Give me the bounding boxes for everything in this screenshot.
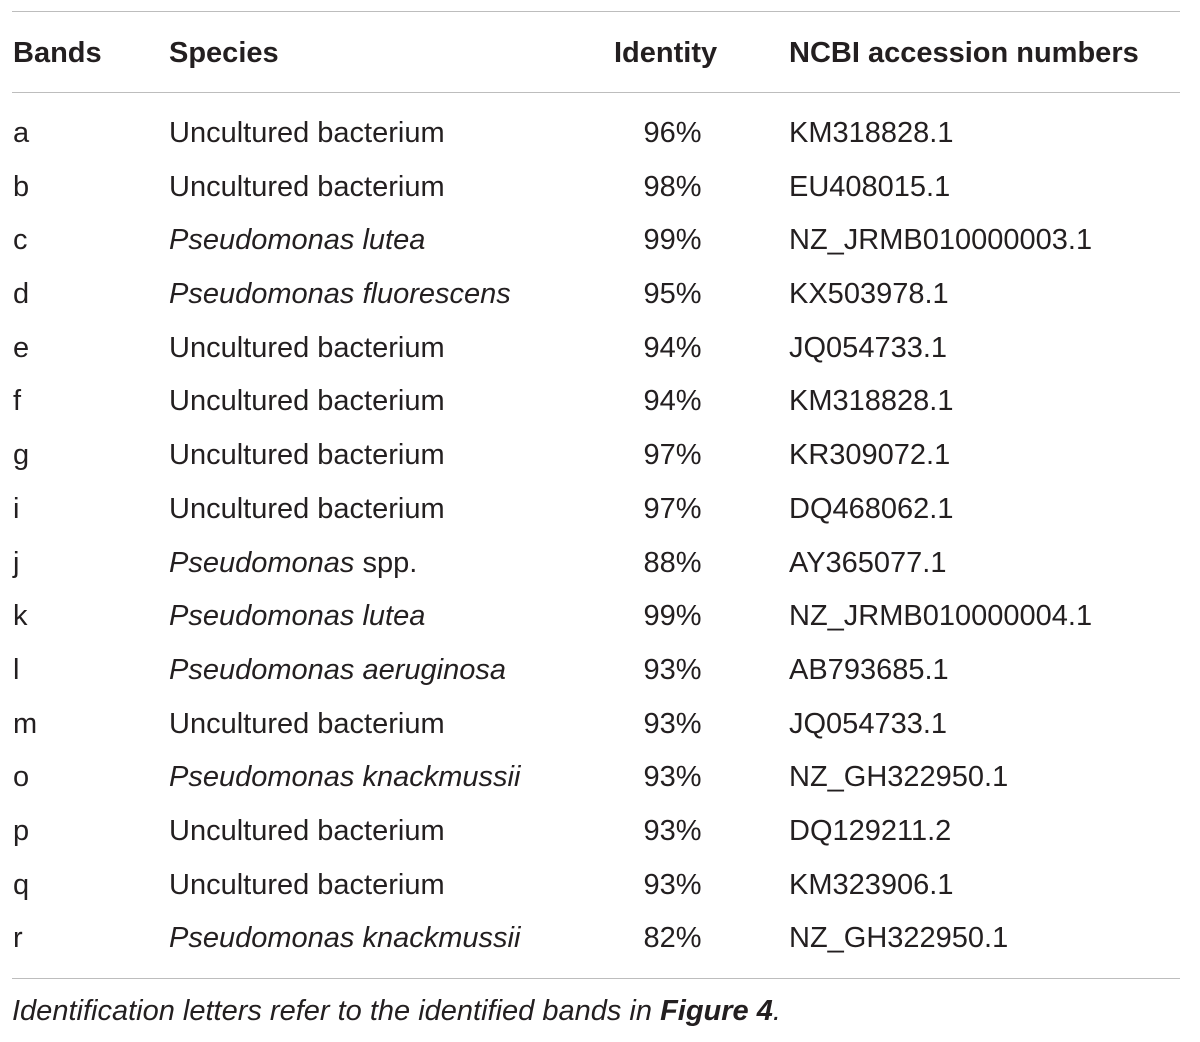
- identity-cell: 93%: [643, 761, 702, 794]
- accession-cell: KR309072.1: [789, 439, 951, 472]
- accession-cell: NZ_GH322950.1: [789, 761, 1009, 794]
- band-cell: c: [13, 224, 28, 257]
- band-cell: a: [13, 117, 30, 149]
- species-cell: [169, 752, 520, 802]
- table-row: [0, 538, 1200, 592]
- species-plain-name: Uncultured bacterium: [169, 868, 445, 901]
- band-cell: l: [13, 653, 20, 686]
- accession-cell: KM323906.1: [789, 868, 954, 901]
- species-plain-name: Uncultured bacterium: [169, 707, 445, 740]
- species-cell: [169, 108, 445, 158]
- species-cell: [169, 484, 445, 534]
- table-row: [0, 699, 1200, 753]
- table-footnote: [12, 988, 781, 1034]
- species-italic-name: Pseudomonas: [169, 546, 355, 579]
- species-italic-name: Pseudomonas lutea: [169, 224, 426, 257]
- table-header-rule: [12, 92, 1180, 93]
- band-cell: b: [13, 170, 30, 203]
- species-plain-name: spp.: [354, 546, 418, 579]
- species-cell: [169, 430, 445, 480]
- band-cell: i: [13, 492, 20, 525]
- species-cell: [169, 645, 506, 695]
- species-plain-name: Uncultured bacterium: [169, 814, 445, 847]
- accession-cell: AY365077.1: [789, 546, 947, 579]
- accession-cell: EU408015.1: [789, 170, 951, 203]
- species-cell: [169, 215, 425, 265]
- band-cell: r: [13, 922, 23, 955]
- species-italic-name: Pseudomonas fluorescens: [169, 278, 511, 311]
- species-cell: [169, 162, 445, 212]
- band-cell: p: [13, 814, 30, 847]
- table-row: [0, 162, 1200, 216]
- header-identity: Identity: [614, 37, 718, 69]
- table-bottom-rule: [12, 978, 1180, 979]
- band-cell: k: [13, 600, 28, 633]
- header-ncbi-accession: NCBI accession numbers: [789, 37, 1139, 69]
- species-cell: [169, 376, 445, 426]
- table-row: [0, 215, 1200, 269]
- accession-cell: JQ054733.1: [789, 707, 948, 740]
- species-cell: [169, 860, 445, 910]
- band-cell: j: [13, 546, 20, 579]
- identity-cell: 94%: [643, 385, 702, 418]
- table-row: [0, 269, 1200, 323]
- species-cell: [169, 591, 425, 641]
- species-plain-name: Uncultured bacterium: [169, 385, 445, 418]
- identity-cell: 97%: [643, 439, 702, 472]
- identity-cell: 93%: [643, 868, 702, 901]
- identity-cell: 93%: [643, 814, 702, 847]
- identity-cell: 82%: [643, 922, 702, 955]
- band-cell: o: [13, 761, 30, 794]
- identity-cell: 88%: [643, 546, 702, 579]
- species-plain-name: Uncultured bacterium: [169, 492, 445, 525]
- identity-cell: 99%: [643, 600, 702, 633]
- band-cell: g: [13, 439, 30, 472]
- identity-cell: 99%: [643, 224, 702, 257]
- species-plain-name: Uncultured bacterium: [169, 117, 445, 149]
- species-cell: [169, 806, 445, 856]
- species-italic-name: Pseudomonas knackmussii: [169, 922, 521, 955]
- species-plain-name: Uncultured bacterium: [169, 439, 445, 472]
- table-row: [0, 752, 1200, 806]
- identity-cell: 93%: [643, 653, 702, 686]
- species-plain-name: Uncultured bacterium: [169, 170, 445, 203]
- table-top-rule: [12, 11, 1180, 12]
- header-bands: Bands: [13, 37, 102, 69]
- accession-cell: DQ468062.1: [789, 492, 954, 525]
- species-cell: [169, 269, 511, 319]
- table-body: [0, 108, 1200, 967]
- identity-cell: 94%: [643, 331, 702, 364]
- species-cell: [169, 538, 417, 588]
- identity-cell: 95%: [643, 278, 702, 311]
- species-cell: [169, 699, 445, 749]
- species-italic-name: Pseudomonas lutea: [169, 600, 426, 633]
- band-cell: q: [13, 868, 30, 901]
- table-row: [0, 484, 1200, 538]
- band-cell: f: [13, 385, 22, 418]
- accession-cell: NZ_JRMB010000003.1: [789, 224, 1093, 257]
- table-row: [0, 108, 1200, 162]
- species-cell: [169, 913, 520, 963]
- band-cell: d: [13, 278, 30, 311]
- accession-cell: NZ_JRMB010000004.1: [789, 600, 1093, 633]
- identity-cell: 97%: [643, 492, 702, 525]
- species-cell: [169, 323, 445, 373]
- table-row: [0, 645, 1200, 699]
- species-italic-name: Pseudomonas knackmussii: [169, 761, 521, 794]
- accession-cell: JQ054733.1: [789, 331, 948, 364]
- table-row: [0, 376, 1200, 430]
- header-species: Species: [169, 37, 279, 69]
- table-row: [0, 860, 1200, 914]
- accession-cell: KM318828.1: [789, 117, 954, 149]
- identity-cell: 98%: [643, 170, 702, 203]
- identity-cell: 93%: [643, 707, 702, 740]
- accession-cell: DQ129211.2: [789, 814, 952, 847]
- footnote-end: .: [772, 995, 781, 1027]
- accession-cell: KX503978.1: [789, 278, 949, 311]
- accession-cell: AB793685.1: [789, 653, 949, 686]
- table-row: [0, 913, 1200, 967]
- accession-cell: NZ_GH322950.1: [789, 922, 1009, 955]
- footnote-text: Identification letters refer to the identified bands in: [12, 995, 661, 1027]
- identity-cell: 96%: [643, 117, 702, 149]
- table-row: [0, 806, 1200, 860]
- table-header-row: [0, 30, 1200, 76]
- band-cell: e: [13, 331, 30, 364]
- accession-cell: KM318828.1: [789, 385, 954, 418]
- band-cell: m: [13, 707, 38, 740]
- table-row: [0, 323, 1200, 377]
- table-row: [0, 591, 1200, 645]
- table-row: [0, 430, 1200, 484]
- species-plain-name: Uncultured bacterium: [169, 331, 445, 364]
- species-italic-name: Pseudomonas aeruginosa: [169, 653, 506, 686]
- figure-reference-link[interactable]: Figure 4: [660, 995, 773, 1027]
